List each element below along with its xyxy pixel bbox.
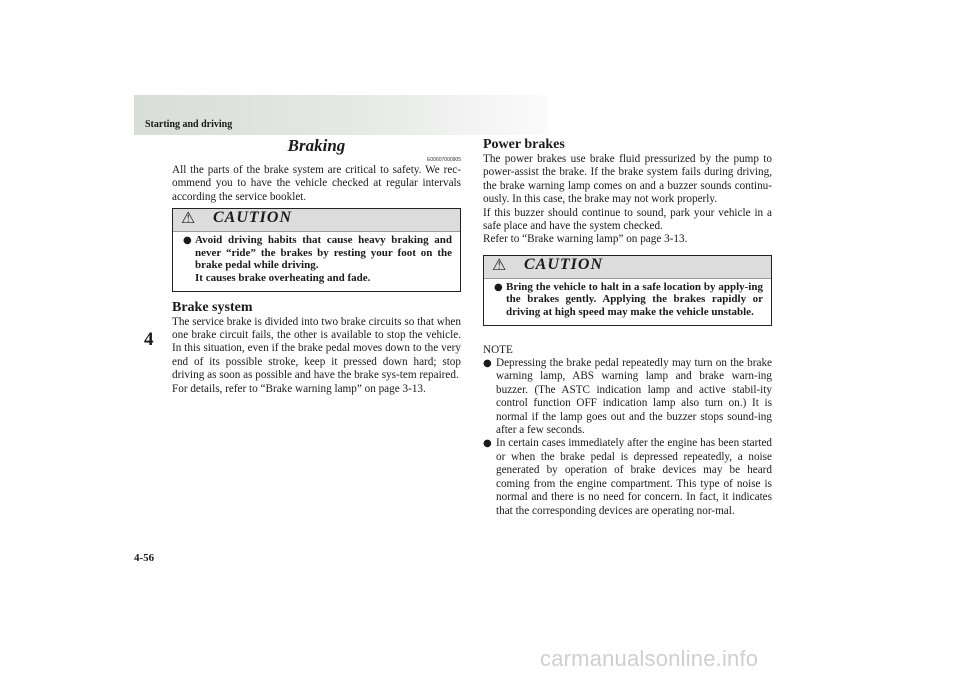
power-brakes-p3: Refer to “Brake warning lamp” on page 3-13. xyxy=(483,233,688,246)
caution-body xyxy=(173,232,460,290)
caution-box xyxy=(483,255,772,326)
power-brakes-p2: If this buzzer should continue to sound, park your vehicle in a safe place and have the system checked. xyxy=(483,206,772,233)
bullet-icon: ● xyxy=(494,281,503,293)
caution-label: CAUTION xyxy=(524,255,604,273)
right-column xyxy=(483,136,772,518)
bullet-icon: ● xyxy=(483,358,492,370)
caution-subtext: It causes brake overheating and fade. xyxy=(195,272,371,284)
brake-system-ref: For details, refer to “Brake warning lamp” on page 3-13. xyxy=(172,382,426,395)
brake-system-heading: Brake system xyxy=(172,299,253,315)
caution-header xyxy=(484,256,771,279)
note-item: ● Depressing the brake pedal repeatedly may turn on the brake warning lamp, ABS warning lamp and brake warn-ing buzzer. (The ASTC indication lamp and active stabil-ity control function OFF indication lamp also turn on.) It is normal if the lamp goes out and the buzzer stops sound-ing after a few seconds. xyxy=(483,357,772,437)
section-title: Braking xyxy=(287,136,346,155)
power-brakes-heading: Power brakes xyxy=(483,137,565,152)
caution-header xyxy=(173,209,460,232)
intro-paragraph: All the parts of the brake system are critical to safety. We rec-ommend you to have the vehicle checked at regular intervals according the service booklet. xyxy=(172,164,461,203)
bullet-icon: ● xyxy=(183,235,192,247)
caution-box xyxy=(172,208,461,291)
left-column xyxy=(172,136,461,396)
warning-triangle-icon: ⚠ xyxy=(181,208,196,228)
header-title: Starting and driving xyxy=(145,119,233,130)
note-item: ● In certain cases immediately after the engine has been started or when the brake pedal is depressed repeatedly, a noise generated by operation of brake devices may be heard coming from the engine compartment. This type of noise is normal and there is no need for concern. In fact, it indicates that the corresponding devices are operating nor-mal. xyxy=(483,437,772,517)
caution-label: CAUTION xyxy=(213,209,293,227)
caution-item: ● Avoid driving habits that cause heavy braking and never “ride” the brakes by resting your foot on the brake pedal while driving. xyxy=(183,234,452,272)
document-code: E00607000905 xyxy=(427,157,461,163)
page-number: 4-56 xyxy=(134,552,155,564)
caution-item: ● Bring the vehicle to halt in a safe location by apply-ing the brakes gently. Applying the brakes rapidly or driving at high speed may make the vehicle unstable. xyxy=(494,280,763,319)
note-label: NOTE xyxy=(483,343,513,356)
chapter-tab: 4 xyxy=(144,329,154,350)
caution-body xyxy=(484,279,771,325)
bullet-icon: ● xyxy=(483,438,492,450)
watermark: carmanualsonline.info xyxy=(540,646,759,671)
brake-system-body: The service brake is divided into two brake circuits so that when one brake circuit fails, the other is available to stop the vehicle. In this situation, even if the brake pedal moves down to the very end of its possible stroke, keep it pressed down hard; stop driving as soon as possible and have the brake sys-tem repaired. xyxy=(172,315,461,382)
warning-triangle-icon: ⚠ xyxy=(492,254,507,274)
power-brakes-p1: The power brakes use brake fluid pressurized by the pump to power-assist the brake. If the brake system fails during driving, the brake warning lamp comes on and a buzzer sounds continu-ously. In this case, the brake may not work properly. xyxy=(483,153,772,206)
